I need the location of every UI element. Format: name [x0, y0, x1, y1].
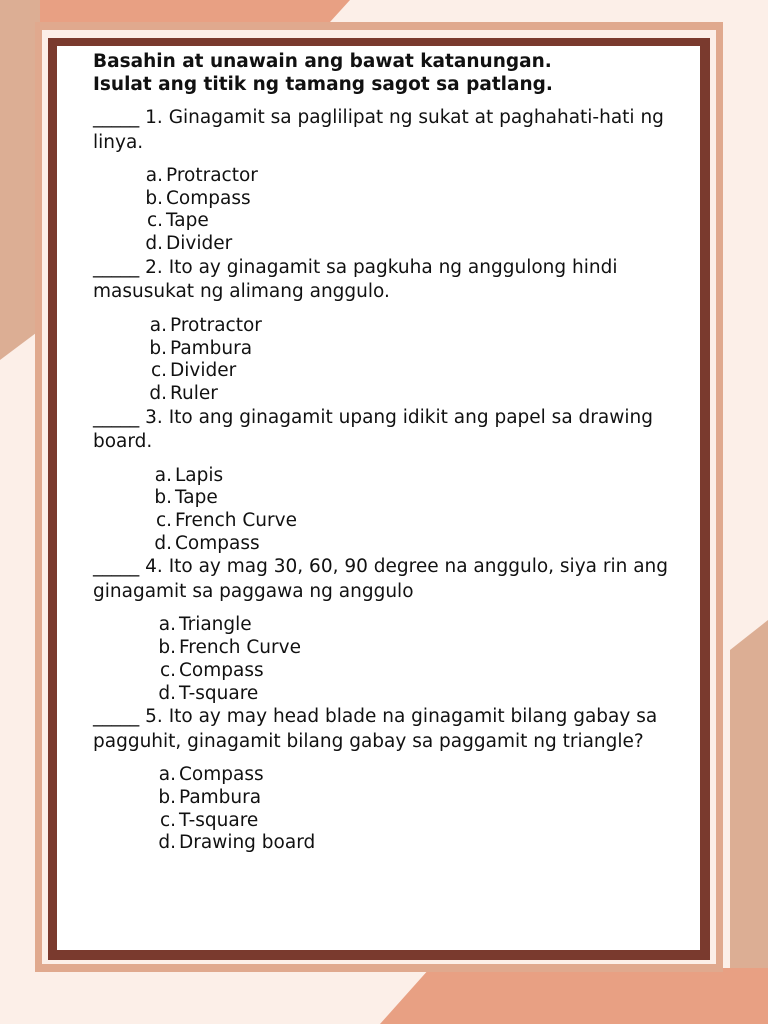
question-list — [93, 106, 673, 855]
choice-letter: d. — [158, 682, 176, 704]
choice-text: Lapis — [175, 464, 224, 486]
instruction-line-1: Basahin at unawain ang bawat katanungan. — [93, 51, 552, 72]
choice-item — [140, 165, 673, 188]
answer-blank[interactable]: _____ — [93, 107, 140, 128]
question-text-line — [93, 256, 673, 305]
instruction-line-2: Isulat ang titik ng tamang sagot sa patlang. — [93, 74, 553, 95]
answer-blank[interactable]: _____ — [93, 256, 140, 278]
choice-item — [140, 210, 673, 233]
choice-letter: b. — [149, 337, 167, 359]
choice-letter: c. — [155, 510, 172, 532]
choice-item — [144, 360, 673, 383]
choice-item — [153, 637, 673, 660]
choice-text: Ruler — [170, 382, 218, 404]
question-number: 3. — [145, 406, 163, 428]
choice-letter: c. — [146, 210, 163, 232]
choice-item — [153, 832, 673, 855]
choice-letter: a. — [158, 614, 176, 636]
answer-blank[interactable]: _____ — [93, 706, 140, 728]
choice-item — [144, 315, 673, 338]
question-text: Ginagamit sa paglilipat ng sukat at paghahati-hati ng linya. — [93, 107, 664, 153]
choice-list — [93, 465, 673, 556]
top-peach-band — [0, 0, 350, 22]
choice-letter: d. — [154, 532, 172, 554]
choice-item — [149, 533, 673, 556]
question-text-line — [93, 406, 673, 455]
answer-blank[interactable]: _____ — [93, 556, 140, 578]
choice-item — [153, 683, 673, 706]
choice-list — [93, 764, 673, 855]
choice-item — [144, 338, 673, 361]
question-text-line — [93, 106, 673, 155]
choice-item — [144, 383, 673, 406]
question-item — [93, 555, 673, 705]
choice-text: Compass — [179, 659, 264, 681]
choice-list — [93, 165, 673, 256]
choice-text: Compass — [179, 764, 264, 786]
choice-text: French Curve — [179, 637, 301, 659]
question-number: 2. — [145, 256, 163, 278]
question-item — [93, 106, 673, 256]
instructions — [93, 50, 673, 96]
choice-item — [153, 810, 673, 833]
question-item — [93, 406, 673, 556]
choice-letter: c. — [159, 659, 176, 681]
question-text: Ito ay ginagamit sa pagkuha ng anggulong hindi masusukat ng alimang anggulo. — [93, 256, 618, 303]
choice-item — [149, 465, 673, 488]
question-text: Ito ay mag 30, 60, 90 degree na anggulo, siya rin ang ginagamit sa paggawa ng anggulo — [93, 556, 669, 602]
choice-item — [149, 487, 673, 510]
choice-text: Pambura — [170, 337, 253, 359]
choice-text: Pambura — [179, 786, 262, 808]
question-text: Ito ang ginagamit upang idikit ang papel sa drawing board. — [93, 406, 653, 453]
choice-text: Divider — [170, 360, 237, 382]
choice-text: T-square — [179, 682, 259, 704]
choice-item — [140, 233, 673, 256]
choice-letter: d. — [149, 382, 167, 404]
choice-letter: a. — [145, 165, 163, 186]
choice-text: Triangle — [179, 614, 252, 636]
choice-letter: b. — [145, 187, 163, 209]
choice-letter: b. — [154, 487, 172, 509]
bottom-peach-wedge — [380, 968, 768, 1024]
choice-letter: a. — [154, 464, 172, 486]
question-text-line — [93, 705, 673, 754]
choice-text: Divider — [166, 233, 233, 255]
choice-letter: b. — [158, 637, 176, 659]
choice-item — [153, 764, 673, 787]
choice-text: Drawing board — [179, 832, 316, 854]
choice-text: Tape — [166, 210, 209, 232]
choice-item — [149, 510, 673, 533]
question-text-line — [93, 555, 673, 604]
right-tan-block — [730, 620, 768, 1024]
question-number: 1. — [145, 107, 163, 128]
answer-blank[interactable]: _____ — [93, 406, 140, 428]
choice-letter: c. — [150, 360, 167, 382]
question-number: 5. — [145, 706, 163, 728]
choice-letter: d. — [158, 832, 176, 854]
choice-item — [153, 787, 673, 810]
choice-item — [140, 188, 673, 211]
choice-item — [153, 660, 673, 683]
choice-item — [153, 614, 673, 637]
choice-text: Compass — [175, 532, 260, 554]
worksheet-content — [93, 50, 673, 855]
choice-text: T-square — [179, 809, 259, 831]
question-item — [93, 256, 673, 406]
choice-text: French Curve — [175, 510, 297, 532]
choice-letter: c. — [159, 809, 176, 831]
left-tan-wedge — [0, 0, 40, 360]
choice-letter: a. — [149, 314, 167, 336]
choice-list — [93, 315, 673, 406]
choice-list — [93, 614, 673, 705]
choice-text: Compass — [166, 187, 251, 209]
question-number: 4. — [145, 556, 163, 578]
question-item — [93, 705, 673, 855]
question-text: Ito ay may head blade na ginagamit bilang gabay sa pagguhit, ginagamit bilang gabay sa paggamit ng triangle? — [93, 706, 658, 752]
choice-letter: b. — [158, 786, 176, 808]
choice-text: Protractor — [170, 314, 262, 336]
choice-text: Tape — [175, 487, 218, 509]
choice-text: Protractor — [166, 165, 258, 186]
choice-letter: d. — [145, 233, 163, 255]
choice-letter: a. — [158, 764, 176, 786]
